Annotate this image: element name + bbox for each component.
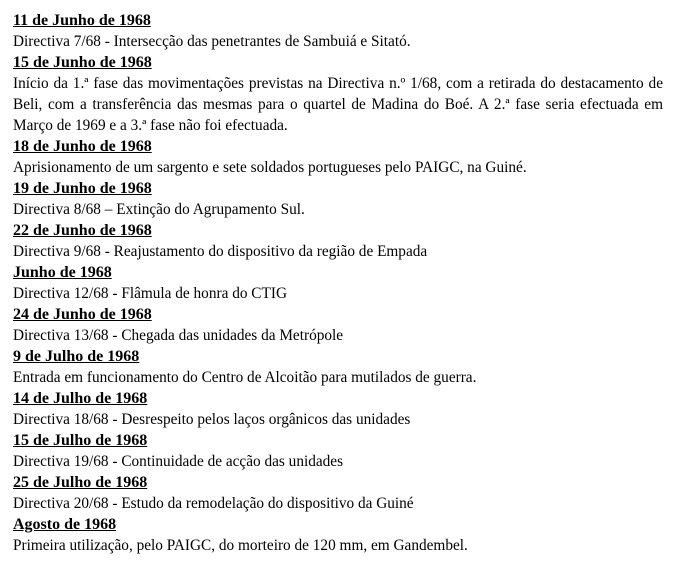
entry-date: 9 de Julho de 1968 xyxy=(13,348,140,365)
entry-text: Directiva 8/68 – Extinção do Agrupamento Sul. xyxy=(13,201,305,218)
entry-text: Início da 1.ª fase das movimentações previstas na Directiva n.º 1/68, com a retirada do destacamento de Beli, com a transferência das mesmas para o quartel de Madina do Boé. A 2.ª fase seria efectuada em Março de 1969 e a 3.ª fase não foi efectuada. xyxy=(13,75,663,134)
entry xyxy=(13,388,663,430)
entry-text: Directiva 7/68 - Intersecção das penetrantes de Sambuiá e Sitató. xyxy=(13,33,411,50)
entry xyxy=(13,136,663,178)
entry xyxy=(13,304,663,346)
entry xyxy=(13,178,663,220)
entry-text: Directiva 12/68 - Flâmula de honra do CTIG xyxy=(13,285,287,302)
entry-text: Entrada em funcionamento do Centro de Alcoitão para mutilados de guerra. xyxy=(13,369,477,386)
entry-date: 22 de Junho de 1968 xyxy=(13,222,152,239)
entry-date: 25 de Julho de 1968 xyxy=(13,474,148,491)
entry-date: 15 de Junho de 1968 xyxy=(13,54,152,71)
entry xyxy=(13,52,663,136)
entry xyxy=(13,10,663,52)
entry xyxy=(13,220,663,262)
entry-text: Aprisionamento de um sargento e sete soldados portugueses pelo PAIGC, na Guiné. xyxy=(13,159,527,176)
entry-date: 15 de Julho de 1968 xyxy=(13,432,148,449)
entry-date: 24 de Junho de 1968 xyxy=(13,306,152,323)
entry xyxy=(13,346,663,388)
entry-text: Directiva 9/68 - Reajustamento do dispositivo da região de Empada xyxy=(13,243,428,260)
entry-date: 14 de Julho de 1968 xyxy=(13,390,148,407)
entry-text: Directiva 18/68 - Desrespeito pelos laços orgânicos das unidades xyxy=(13,411,411,428)
entry-text: Directiva 13/68 - Chegada das unidades da Metrópole xyxy=(13,327,344,344)
entry xyxy=(13,472,663,514)
entry xyxy=(13,514,663,556)
entry-text: Directiva 20/68 - Estudo da remodelação do dispositivo da Guiné xyxy=(13,495,414,512)
entry-text: Primeira utilização, pelo PAIGC, do morteiro de 120 mm, em Gandembel. xyxy=(13,537,468,554)
entry-date: 19 de Junho de 1968 xyxy=(13,180,152,197)
entry-date: 18 de Junho de 1968 xyxy=(13,138,152,155)
entry xyxy=(13,430,663,472)
entry-text: Directiva 19/68 - Continuidade de acção das unidades xyxy=(13,453,344,470)
entry xyxy=(13,262,663,304)
entry-date: 11 de Junho de 1968 xyxy=(13,12,151,29)
entry-date: Agosto de 1968 xyxy=(13,516,117,533)
chronology-document xyxy=(13,10,663,556)
entry-date: Junho de 1968 xyxy=(13,264,112,281)
